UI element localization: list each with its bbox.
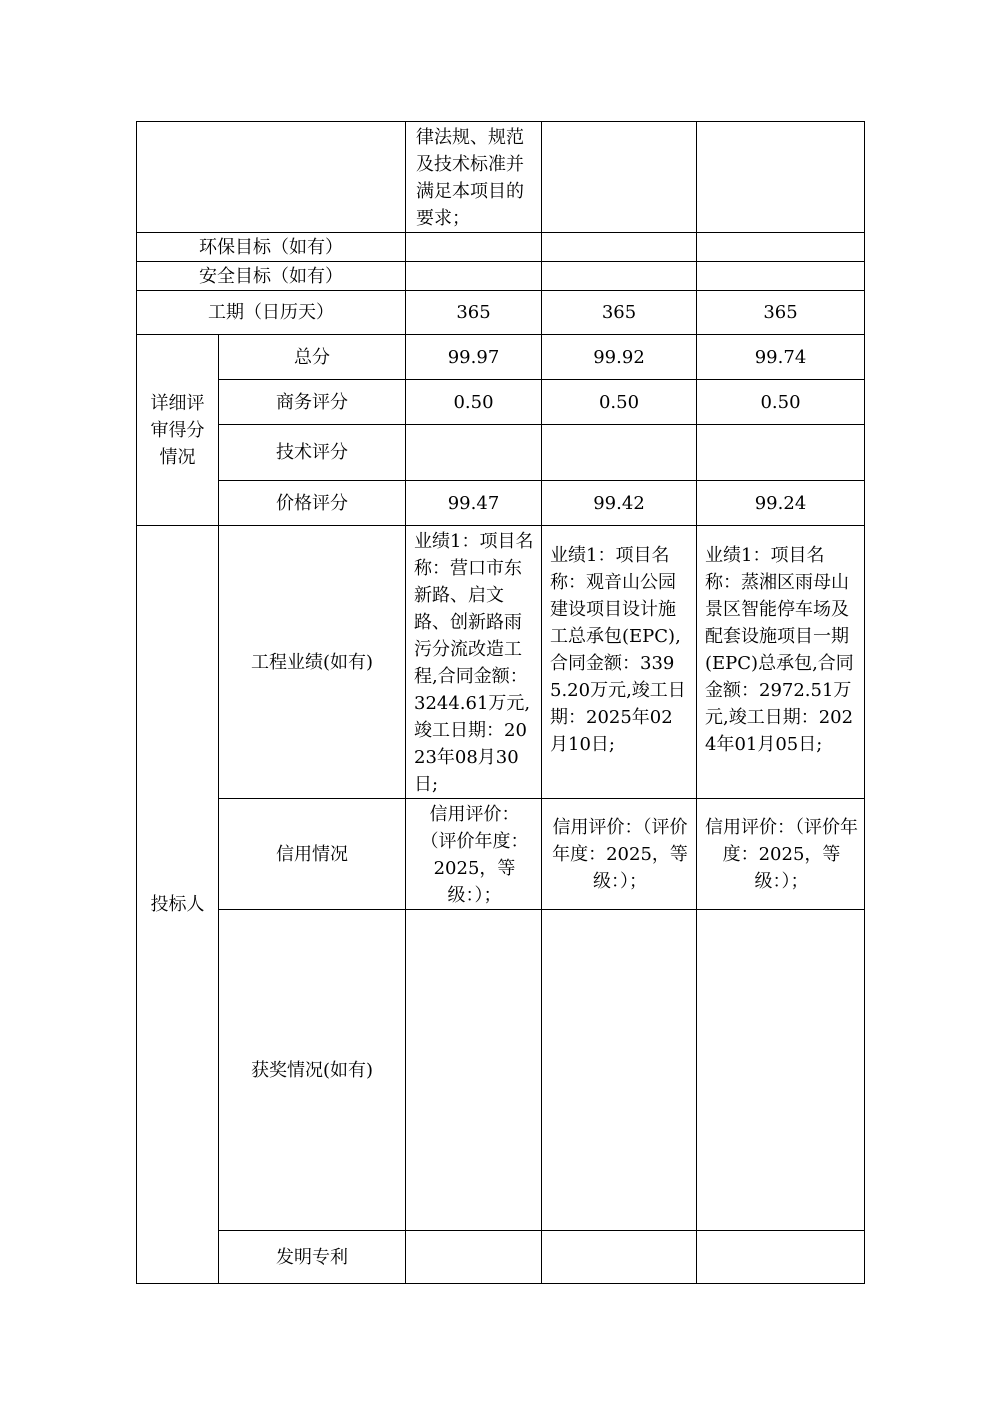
credit-label: 信用情况 [219,799,406,910]
total-score-2: 99.92 [542,335,697,380]
patents-row [137,1231,865,1284]
continuation-cell-2 [542,122,697,233]
continuation-cell-3 [697,122,865,233]
safety-goal-cell-3 [697,262,865,291]
price-score-1: 99.47 [406,481,542,526]
safety-goal-label: 安全目标（如有） [137,262,406,291]
duration-value-3: 365 [697,291,865,335]
awards-row [137,910,865,1231]
technical-score-3 [697,425,865,481]
evaluation-table [136,121,865,1284]
bidder-group-label: 投标人 [137,526,219,1284]
env-goal-row [137,233,865,262]
continuation-label-cell [137,122,406,233]
patents-value-3 [697,1231,865,1284]
duration-label: 工期（日历天） [137,291,406,335]
env-goal-cell-2 [542,233,697,262]
continuation-row [137,122,865,233]
credit-value-3: 信用评价：（评价年度：2025，等级：）； [697,799,865,910]
technical-score-label: 技术评分 [219,425,406,481]
credit-value-1: 信用评价：（评价年度：2025，等级：）； [406,799,542,910]
safety-goal-row [137,262,865,291]
performance-value-1: 业绩1：项目名称：营口市东新路、启文路、创新路雨污分流改造工程,合同金额：3244.61万元,竣工日期：2023年08月30日; [406,526,542,799]
price-score-3: 99.24 [697,481,865,526]
price-score-label: 价格评分 [219,481,406,526]
env-goal-cell-1 [406,233,542,262]
performance-label: 工程业绩(如有) [219,526,406,799]
awards-value-2 [542,910,697,1231]
business-score-3: 0.50 [697,380,865,425]
performance-value-3: 业绩1：项目名称：蒸湘区雨母山景区智能停车场及配套设施项目一期(EPC)总承包,合同金额：2972.51万元,竣工日期：2024年01月05日; [697,526,865,799]
patents-value-2 [542,1231,697,1284]
performance-row [137,526,865,799]
awards-value-3 [697,910,865,1231]
duration-value-1: 365 [406,291,542,335]
price-score-2: 99.42 [542,481,697,526]
total-score-label: 总分 [219,335,406,380]
technical-score-1 [406,425,542,481]
safety-goal-cell-1 [406,262,542,291]
business-score-row [137,380,865,425]
business-score-2: 0.50 [542,380,697,425]
business-score-1: 0.50 [406,380,542,425]
continuation-text: 律法规、规范及技术标准并满足本项目的要求； [416,127,524,229]
credit-value-2: 信用评价：（评价年度：2025，等级：）； [542,799,697,910]
technical-score-row [137,425,865,481]
credit-row [137,799,865,910]
detailed-review-group-label: 详细评审得分情况 [137,335,219,526]
env-goal-label: 环保目标（如有） [137,233,406,262]
total-score-row [137,335,865,380]
awards-label: 获奖情况(如有) [219,910,406,1231]
env-goal-cell-3 [697,233,865,262]
safety-goal-cell-2 [542,262,697,291]
price-score-row [137,481,865,526]
patents-value-1 [406,1231,542,1284]
technical-score-2 [542,425,697,481]
total-score-1: 99.97 [406,335,542,380]
awards-value-1 [406,910,542,1231]
total-score-3: 99.74 [697,335,865,380]
business-score-label: 商务评分 [219,380,406,425]
duration-value-2: 365 [542,291,697,335]
duration-row [137,291,865,335]
continuation-text-cell [406,122,542,233]
performance-value-2: 业绩1：项目名称：观音山公园建设项目设计施工总承包(EPC),合同金额：3395.20万元,竣工日期：2025年02月10日; [542,526,697,799]
patents-label: 发明专利 [219,1231,406,1284]
